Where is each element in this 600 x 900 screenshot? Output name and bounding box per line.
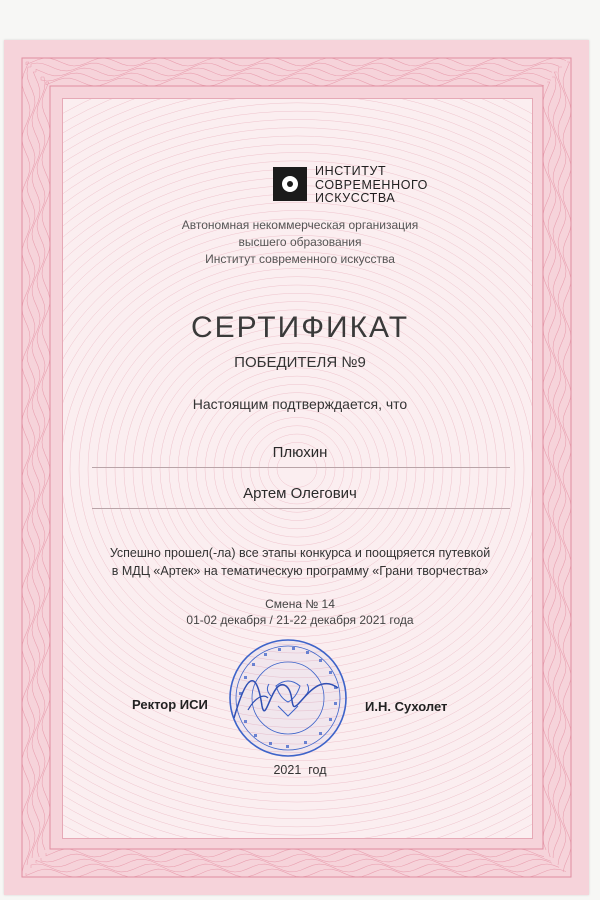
certificate-subtitle: ПОБЕДИТЕЛЯ №9 — [234, 354, 366, 371]
recipient-surname: Плюхин — [272, 444, 328, 461]
name-underline — [92, 508, 510, 509]
confirmation-intro: Настоящим подтверждается, что — [192, 396, 408, 412]
logo-line: ИСКУССТВА — [315, 191, 396, 205]
official-seal — [226, 636, 350, 760]
recipient-name: Артем Олегович — [243, 485, 357, 502]
certificate-title: СЕРТИФИКАТ — [190, 311, 410, 344]
certificate-year: 2021 год — [273, 763, 327, 777]
org-line: Автономная некоммерческая организация — [181, 218, 419, 232]
institute-logo-text — [315, 165, 428, 206]
award-line: Успешно прошел(-ла) все этапы конкурса и поощряется путевкой — [109, 546, 491, 560]
award-line: в МДЦ «Артек» на тематическую программу «Грани творчества» — [111, 564, 489, 578]
institute-logo-icon — [273, 167, 307, 201]
organization-description — [150, 217, 450, 268]
shift-dates: 01-02 декабря / 21-22 декабря 2021 года — [186, 613, 414, 627]
surname-underline — [92, 467, 510, 468]
org-line: высшего образования — [238, 235, 362, 249]
signatory-position: Ректор ИСИ — [132, 697, 208, 712]
signatory-name: И.Н. Сухолет — [365, 699, 448, 714]
logo-line: ИНСТИТУТ — [315, 164, 387, 178]
award-description — [60, 544, 540, 580]
org-line: Институт современного искусства — [205, 252, 395, 266]
shift-number: Смена № 14 — [265, 597, 335, 611]
logo-line: СОВРЕМЕННОГО — [315, 177, 429, 192]
